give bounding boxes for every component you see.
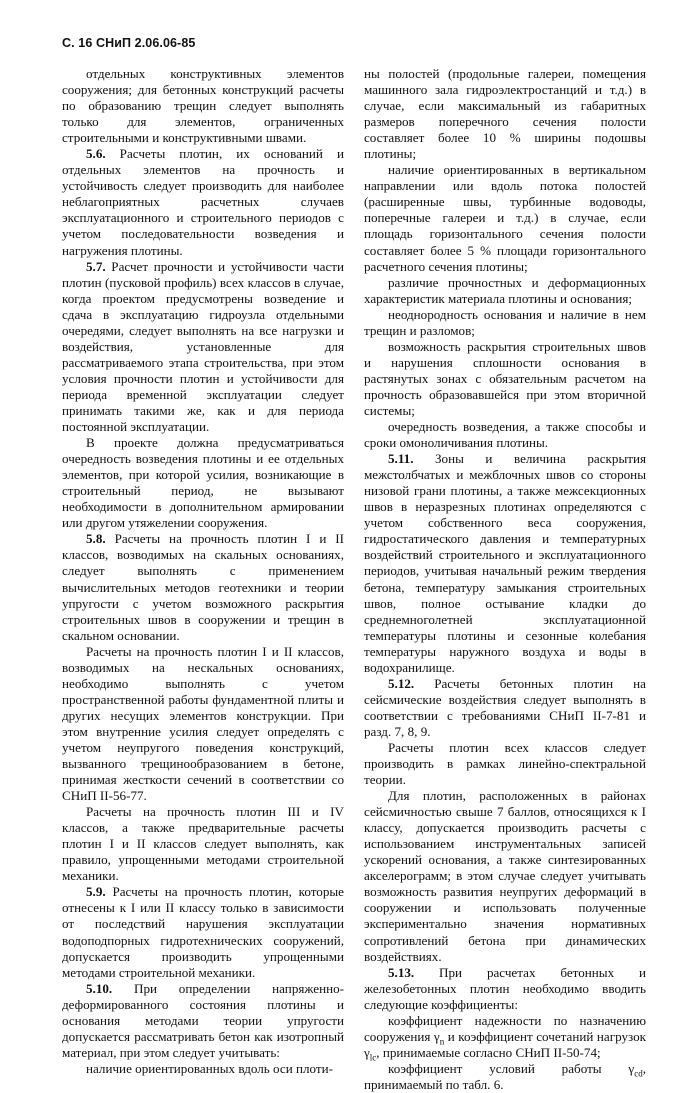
paragraph-text: Расчеты на прочность плотин I и II классов, возводимых на скальных основаниях, следует выполнять с применением вычислительных методов геотехники и теории упругости с учетом возможного раскрытия строительных швов в сооружении и трещин в скальном основании. <box>62 531 344 643</box>
paragraph-text: Зоны и величина раскрытия межстолбчатых и межблочных швов со стороны низовой грани плотины, а также межсекционных швов в неразрезных плотинах определяются с учетом собственного веса сооружения, гидростатического давления и температурных воздействий строительного и эксплуатационного периодов, учитывая начальный режим твердения бетона, температуру замыкания строительных швов, полное остывание кладки до среднемноголетней эксплуатационной температуры плотины и сезонные колебания температуры наружного воздуха и воды в водохранилище. <box>364 451 646 675</box>
paragraph <box>62 981 344 1061</box>
paragraph-text: наличие ориентированных в вертикальном направлении или вдоль потока полостей (расширенные швы, турбинные водоводы, поперечные галереи и т.д.) в случае, если площадь горизонтального сечения полости составляет более 5 % площади горизонтального расчетного сечения плотины; <box>364 162 646 274</box>
paragraph-coef-work-conditions: коэффициент условий работы $\gamma_{cd}$, принимаемый по табл. 6. <box>364 1060 646 1092</box>
paragraph <box>62 435 344 531</box>
section-number: 5.10. <box>86 980 113 996</box>
section-number: 5.12. <box>388 675 415 691</box>
paragraph-text: очередность возведения, а также способы и сроки омоноличивания плотины. <box>364 419 646 451</box>
paragraph <box>364 275 646 307</box>
paragraph-text: Расчеты плотин, их оснований и отдельных элементов на прочность и устойчивость следует производить для наиболее неблагоприятных расчетных случаев эксплуатационного и строительного периодов с учетом последовательности возведения и нагружения плотины. <box>62 146 344 258</box>
running-header: С. 16 СНиП 2.06.06-85 <box>62 36 196 50</box>
paragraph <box>364 66 646 162</box>
paragraph <box>364 162 646 274</box>
paragraph-text: В проекте должна предусматриваться очередность возведения плотины и ее отдельных элементов, при которой усилия, возникающие в строительный период, не вызывают необходимости в дополнительном армировании или другом утяжелении сооружения. <box>62 435 344 531</box>
paragraph <box>62 66 344 146</box>
paragraph-text: Для плотин, расположенных в районах сейсмичностью свыше 7 баллов, относящихся к I классу, допускается производить расчеты с использованием инструментальных записей ускорений основания, а также синтезированных акселерограмм; в этом случае следует учитывать возможность развития неупругих деформаций в сооружении и использовать полученные экспериментально значения нормативных сопротивлений бетона при динамических воздействиях. <box>364 788 646 964</box>
paragraph <box>364 307 646 339</box>
paragraph-text: Расчеты на прочность плотин III и IV классов, а также предварительные расчеты плотин I и II классов следует выполнять, как правило, упрощенными методами строительной механики. <box>62 804 344 884</box>
paragraph-text: При определении напряженно-деформированного состояния плотины и основания методами теории упругости допускается рассматривать бетон как изотропный материал, при этом следует учитывать: <box>62 980 344 1060</box>
section-number: 5.7. <box>86 258 106 274</box>
paragraph <box>62 644 344 804</box>
paragraph-text: Расчеты на прочность плотин, которые отнесены к I или II классу только в зависимости от последствий нарушения эксплуатации водоподпорных гидротехнических сооружений, допускается производить упрощенными методами строительной механики. <box>62 884 344 980</box>
paragraph-text: При расчетах бетонных и железобетонных плотин необходимо вводить следующие коэффициенты: <box>364 964 646 1012</box>
right-column <box>364 66 646 1093</box>
paragraph <box>62 884 344 980</box>
section-number: 5.8. <box>86 531 106 547</box>
paragraph-text: наличие ориентированных вдоль оси плоти- <box>86 1060 333 1076</box>
paragraph <box>364 788 646 965</box>
paragraph <box>62 804 344 884</box>
paragraph-text: Расчет прочности и устойчивости части плотин (пусковой профиль) всех классов в случае, когда проектом предусмотрены возведение и сдача в эксплуатацию гидроузла отдельными очередями, следует выполнять на все нагрузки и воздействия, установленные для рассматриваемого этапа строительства, при этом условия прочности плотин и устойчивости для периода временной эксплуатации следует принимать такими же, как и для периода постоянной эксплуатации. <box>62 258 344 435</box>
paragraph-text: различие прочностных и деформационных характеристик материала плотины и основания; <box>364 274 646 306</box>
paragraph-text: Расчеты на прочность плотин I и II классов, возводимых на нескальных основаниях, необходимо выполнять с учетом пространственной работы фундаментной плиты и других несущих элементов конструкции. При этом внутренние усилия следует определять с учетом неупругого поведения конструкций, вызванного трещинообразованием в бетоне, принимая жесткости сечений в соответствии со СНиП II-56-77. <box>62 643 344 804</box>
paragraph-text: Расчеты бетонных плотин на сейсмические воздействия следует выполнять в соответствии с требованиями СНиП II-7-81 и разд. 7, 8, 9. <box>364 675 646 739</box>
paragraph <box>364 676 646 740</box>
paragraph <box>62 1061 344 1077</box>
section-number: 5.6. <box>86 146 106 162</box>
paragraph-text: возможность раскрытия строительных швов и нарушения сплошности основания в растянутых зонах с обязательным расчетом на прочность образовавшейся при этом вторичной системы; <box>364 338 646 418</box>
paragraph <box>62 259 344 436</box>
left-column <box>62 66 344 1077</box>
paragraph <box>364 339 646 419</box>
paragraph-text: ны полостей (продольные галереи, помещения машинного зала гидроэлектростанций и т.д.) в случае, если максимальный из габаритных размеров поперечного сечения полости составляет более 10 % ширины подошвы плотины; <box>364 66 646 162</box>
paragraph-text: Расчеты плотин всех классов следует производить в рамках линейно-спектральной теории. <box>364 739 646 788</box>
section-number: 5.11. <box>388 451 414 467</box>
paragraph <box>364 965 646 1013</box>
paragraph-text: отдельных конструктивных элементов сооружения; для бетонных конструкций расчеты по образованию трещин следует выполнять только для элементов, ограниченных строительными и конструктивными швами. <box>62 66 344 146</box>
paragraph <box>62 146 344 258</box>
section-number: 5.13. <box>388 964 415 980</box>
paragraph <box>62 531 344 643</box>
paragraph <box>364 740 646 788</box>
section-number: 5.9. <box>86 884 106 900</box>
paragraph-coef-reliability: коэффициент надежности по назначению сооружения $\gamma_n$ и коэффициент сочетаний нагрузок $\gamma_{lc}$, принимаемые согласно СНиП II-50-74; <box>364 1012 647 1063</box>
paragraph-text: неоднородность основания и наличие в нем трещин и разломов; <box>364 306 646 338</box>
paragraph <box>364 419 646 451</box>
paragraph <box>364 451 646 676</box>
